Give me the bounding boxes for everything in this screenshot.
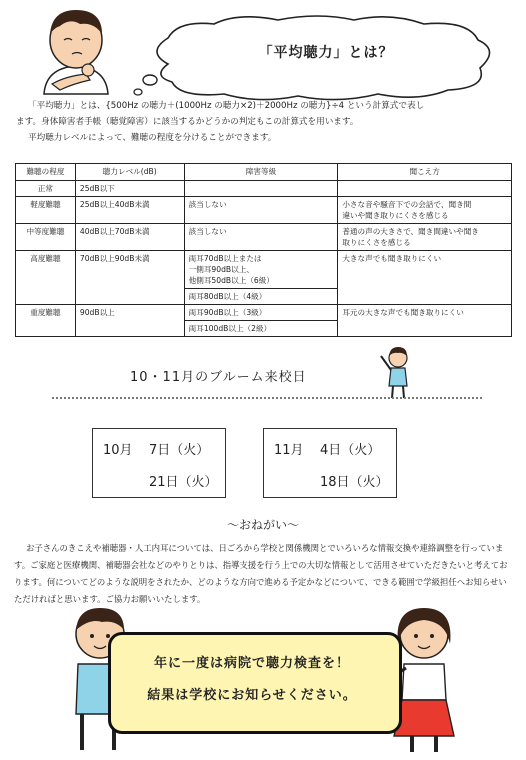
banner-line-1: 年に一度は病院で聴力検査を！ [153, 656, 350, 671]
degree-cell: 中等度難聴 [16, 224, 76, 251]
hearing-text: 普通の声の大きさで、聞き間違いや聞き [342, 227, 479, 236]
hearing-cell: 耳元の大きな声でも聞き取りにくい [338, 305, 512, 337]
grade-text: 他側耳50dB以上（6級） [188, 276, 274, 285]
grade-cell: 該当しない [184, 197, 338, 224]
table-row [16, 224, 512, 251]
hearing-text: 取りにくさを感じる [342, 238, 411, 247]
table-row [16, 181, 512, 197]
october-date-1: 7日（火） [149, 443, 210, 458]
table-header: 障害等級 [184, 164, 338, 181]
november-date-1: 4日（火） [320, 443, 381, 458]
intro-text [16, 98, 514, 146]
level-cell: 25dB以下 [75, 181, 184, 197]
level-cell: 25dB以上40dB未満 [75, 197, 184, 224]
october-date-2: 21日（火） [149, 475, 218, 490]
hearing-text: 違いや聞き取りにくさを感じる [342, 211, 449, 220]
grade-cell [184, 251, 338, 289]
degree-cell: 軽度難聴 [16, 197, 76, 224]
checkup-banner [108, 632, 402, 734]
grade-cell: 該当しない [184, 224, 338, 251]
intro-line-2: ます。身体障害者手帳（聴覚障害）に該当するかどうかの判定もこの計算式を用います。 [16, 117, 359, 127]
hearing-text: 小さな音や騒音下での会話で、聞き間 [342, 200, 472, 209]
november-month: 11月 [274, 443, 304, 458]
table-header: 聞こえ方 [338, 164, 512, 181]
table-header: 聴力レベル(dB) [75, 164, 184, 181]
thinking-boy-illustration [30, 4, 122, 96]
page-title: 「平均聴力」とは？ [258, 45, 394, 61]
october-month: 10月 [103, 443, 133, 458]
grade-text: 両耳70dB以上または [188, 254, 262, 263]
table-header-row [16, 164, 512, 181]
hearing-cell: 大きな声でも聞き取りにくい [338, 251, 512, 305]
intro-line-3: 平均聴力レベルによって、難聴の程度を分けることができます。 [28, 133, 277, 143]
grade-cell: 両耳100dB以上（2級） [184, 321, 338, 337]
grade-cell [184, 181, 338, 197]
banner-line-2: 結果は学校にお知らせください。 [147, 688, 357, 703]
dotted-divider [52, 397, 482, 399]
table-row [16, 197, 512, 224]
visit-schedule-title: 10・11月のブルーム来校日 [130, 370, 307, 385]
request-text [14, 540, 512, 608]
request-title: ～おねがい～ [226, 518, 299, 532]
hearing-cell [338, 197, 512, 224]
degree-cell: 高度難聴 [16, 251, 76, 305]
degree-cell: 正常 [16, 181, 76, 197]
intro-line-1: 「平均聴力」とは、{500Hz の聴力＋(1000Hz の聴力×2)＋2000Hz の聴力}÷4 という計算式で表し [28, 101, 425, 111]
level-cell: 90dB以上 [75, 305, 184, 337]
table-row [16, 251, 512, 289]
grade-cell: 両耳90dB以上（3級） [184, 305, 338, 321]
hearing-cell [338, 181, 512, 197]
hearing-level-table [15, 163, 512, 337]
november-date-2: 18日（火） [320, 475, 389, 490]
november-dates-box [263, 428, 397, 498]
level-cell: 40dB以上70dB未満 [75, 224, 184, 251]
grade-text: 一側耳90dB以上、 [188, 265, 254, 274]
table-header: 難聴の程度 [16, 164, 76, 181]
degree-cell: 重度難聴 [16, 305, 76, 337]
october-dates-box [92, 428, 226, 498]
grade-cell: 両耳80dB以上（4級） [184, 289, 338, 305]
hearing-cell [338, 224, 512, 251]
request-paragraph: お子さんのきこえや補聴器・人工内耳については、日ごろから学校と関係機関とでいろいろな情報交換や連絡調整を行っています。ご家庭と医療機関、補聴器会社などのやりとりは、指導支援を行う上での大切な情報として活用させていただきたいと考えております。何についてどのような説明をされたか、どのような方向で進める予定かなどについて、できる範囲で学級担任へお知らせいただければと思います。ご協力お願いいたします。 [14, 543, 508, 604]
level-cell: 70dB以上90dB未満 [75, 251, 184, 305]
table-row [16, 305, 512, 321]
pointing-child-illustration [378, 344, 414, 400]
